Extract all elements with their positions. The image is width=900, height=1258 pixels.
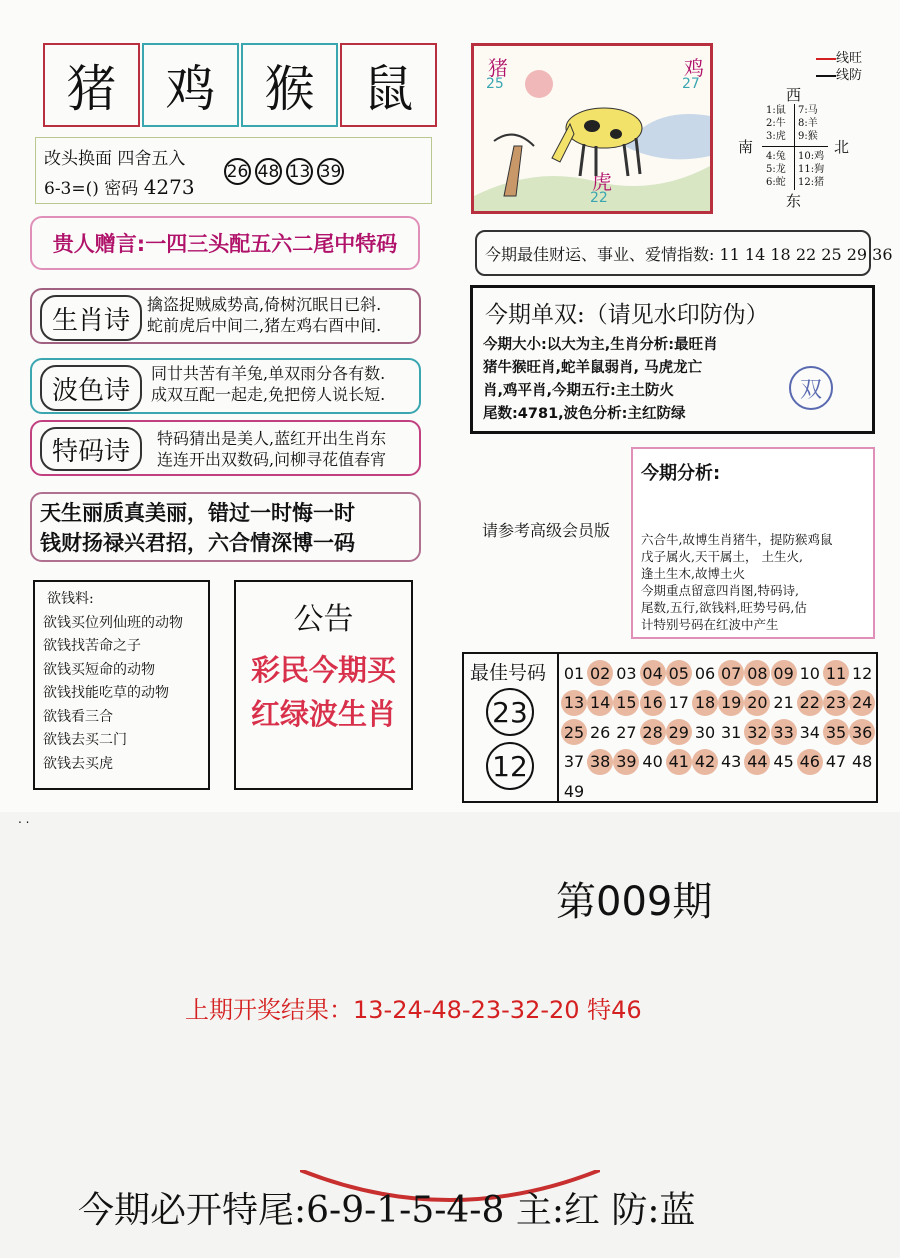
pic-label: 鸡 [684, 56, 704, 80]
number-cell: 42 [692, 749, 718, 775]
compass-item: 4:兔 [766, 151, 786, 162]
number-cell: 30 [694, 722, 716, 742]
poem-text-3 [157, 428, 386, 470]
compass-item: 11:狗 [798, 164, 825, 175]
legend-black-label: 线防 [836, 68, 863, 83]
couplet-line: 天生丽质真美丽，错过一时悔一时 [40, 501, 355, 525]
legend-red [816, 50, 862, 67]
number-cell: 10 [799, 663, 820, 683]
compass-item: 12:猪 [798, 177, 825, 188]
poem-title-2: 波色诗 [40, 365, 142, 411]
poem-line: 成双互配一起走,免把傍人说长短. [151, 385, 386, 404]
sd-title: 今期单双:（请见水印防伪） [485, 302, 769, 328]
sd-line: 猪牛猴旺肖,蛇羊鼠弱肖, 马虎龙亡 [483, 360, 703, 376]
number-cell: 07 [718, 660, 744, 686]
pic-label: 虎 [592, 170, 612, 194]
number-cell: 20 [744, 690, 770, 716]
poem-text-2 [151, 363, 385, 405]
number-cell: 40 [642, 752, 663, 771]
legend [816, 50, 862, 84]
zodiac-box-2 [142, 43, 239, 127]
code-ball: 26 [224, 158, 251, 185]
couplet [30, 492, 421, 562]
number-cell: 02 [587, 660, 613, 686]
number-grid [557, 654, 878, 801]
number-cell: 22 [797, 690, 823, 716]
compass-item: 7:马 [798, 105, 818, 116]
sd-line: 今期大小:以大为主,生肖分析:最旺肖 [483, 337, 718, 353]
analysis-line: 逢土生木,故博土火 [641, 566, 745, 581]
legend-black [816, 67, 862, 84]
compass-v-line [794, 104, 795, 190]
number-cell: 36 [849, 719, 875, 745]
compass-item: 3:虎 [766, 131, 786, 142]
code-ball: 13 [286, 158, 313, 185]
number-cell: 33 [771, 719, 797, 745]
code-ball: 39 [317, 158, 344, 185]
period-title: 第009期 [556, 879, 713, 925]
bottom-tail: 今期必开特尾:6-9-1-5-4-8 主:红 防:蓝 [78, 1190, 696, 1231]
zodiac-box-3 [241, 43, 338, 127]
compass-north: 北 [834, 138, 850, 156]
number-cell: 17 [668, 693, 689, 712]
code-line-2 [44, 174, 195, 199]
single-double-box [470, 285, 875, 434]
number-cell: 13 [561, 690, 587, 716]
number-cell: 21 [773, 693, 794, 712]
money-item: 欲钱去买二门 [43, 732, 127, 748]
money-item: 欲钱买短命的动物 [43, 661, 155, 678]
number-cell: 37 [563, 752, 585, 771]
legend-red-label: 线旺 [836, 51, 863, 66]
pic-label: 猪 [488, 56, 508, 80]
dots: . . [18, 812, 30, 826]
money-item: 欲钱找能吃草的动物 [43, 685, 169, 701]
analysis-lines [641, 531, 832, 633]
code-box [35, 137, 432, 204]
sd-lines [483, 334, 718, 426]
number-cell: 23 [823, 690, 849, 716]
compass-west: 西 [786, 86, 802, 104]
compass-item: 9:猴 [798, 131, 818, 142]
code-value: 4273 [143, 175, 195, 199]
pic-number: 27 [682, 76, 700, 92]
compass-item: 6:蛇 [766, 177, 786, 188]
number-cell: 27 [616, 722, 637, 742]
analysis-line: 六合牛,故博生肖猪牛，提防猴鸡鼠 [641, 532, 833, 547]
poem-line: 连连开出双数码,问柳寻花值春宵 [157, 450, 387, 469]
compass-bl [766, 150, 786, 189]
member-note: 请参考高级会员版 [482, 521, 611, 540]
number-cell: 28 [640, 719, 666, 745]
pic-number: 25 [486, 76, 504, 92]
sd-line: 肖,鸡平肖,今期五行:主土防火 [483, 383, 674, 399]
zodiac-box-1 [43, 43, 140, 127]
code-balls [224, 158, 348, 185]
code-line-1: 改头换面 四舍五入 [44, 149, 186, 169]
compass-br [798, 150, 824, 189]
compass-item: 10:鸡 [798, 151, 825, 162]
sd-line: 尾数:4781,波色分析:主红防绿 [483, 406, 686, 422]
stamp: 双 [789, 366, 833, 410]
number-cell: 48 [852, 752, 873, 771]
code-ball: 48 [255, 158, 282, 185]
poem-line: 擒盗捉贼威势高,倚树沉眠日已斜. [147, 295, 382, 314]
zodiac-char: 猪 [66, 60, 117, 118]
compass-tl [766, 104, 786, 143]
money-item: 欲钱去买虎 [43, 755, 113, 772]
poem-title-3: 特码诗 [40, 427, 142, 471]
compass-item: 5:龙 [766, 164, 786, 175]
number-cell: 12 [852, 663, 873, 683]
compass-tr [798, 104, 818, 143]
fortune-box: 今期最佳财运、事业、爱情指数: 11 14 18 22 25 29 36 [475, 230, 871, 276]
number-cell: 46 [797, 749, 823, 775]
money-title: 欲钱料: [47, 591, 94, 607]
compass-item: 8:羊 [798, 118, 818, 129]
best-number: 12 [486, 742, 534, 790]
analysis-title: 今期分析: [641, 463, 721, 484]
number-cell: 01 [563, 663, 585, 683]
number-cell: 41 [666, 749, 692, 775]
number-cell: 04 [640, 660, 666, 686]
analysis-line: 计特别号码在红波中产生 [641, 617, 779, 632]
zodiac-box-4 [340, 43, 437, 127]
code-label: 6-3=() 密码 [44, 179, 139, 199]
couplet-line: 钱财扬禄兴君招，六合情深博一码 [40, 531, 355, 555]
number-cell: 47 [825, 752, 847, 771]
banner: 贵人赠言:一四三头配五六二尾中特码 [30, 216, 420, 270]
compass-item: 1:鼠 [766, 105, 786, 116]
zodiac-char: 猴 [264, 60, 315, 118]
number-cell: 43 [721, 752, 742, 771]
analysis-box [631, 447, 875, 639]
number-cell: 19 [718, 690, 744, 716]
zodiac-char: 鼠 [363, 60, 414, 118]
compass-item: 2:牛 [766, 118, 786, 129]
last-result: 上期开奖结果：13-24-48-23-32-20 特46 [185, 996, 642, 1024]
poem-title-1: 生肖诗 [40, 295, 142, 341]
pic-number: 22 [590, 190, 608, 206]
number-cell: 06 [694, 663, 716, 683]
number-cell: 31 [721, 722, 742, 742]
notice-box [234, 580, 413, 790]
number-cell: 03 [616, 663, 637, 683]
number-cell: 35 [823, 719, 849, 745]
number-cell: 25 [561, 719, 587, 745]
best-title: 最佳号码 [470, 662, 547, 684]
number-cell: 34 [799, 722, 820, 742]
number-cell: 38 [587, 749, 613, 775]
number-cell: 14 [587, 690, 613, 716]
number-cell: 24 [849, 690, 875, 716]
analysis-line: 尾数,五行,欲钱料,旺势号码,估 [641, 600, 807, 615]
number-cell: 45 [773, 752, 794, 771]
number-cell: 26 [590, 722, 611, 742]
notice-text [236, 648, 411, 736]
number-cell: 32 [744, 719, 770, 745]
zodiac-picture [471, 43, 713, 214]
number-cell: 29 [666, 719, 692, 745]
money-item: 欲钱看三合 [43, 708, 113, 725]
number-cell: 49 [563, 781, 585, 801]
poem-line: 同廿共苦有羊兔,单双雨分各有数. [151, 364, 386, 383]
analysis-line: 今期重点留意四肖图,特码诗, [641, 583, 799, 598]
money-item: 欲钱找苦命之子 [43, 638, 141, 654]
number-cell: 44 [744, 749, 770, 775]
poem-line: 特码猜出是美人,蓝红开出生肖东 [157, 429, 387, 448]
compass-east: 东 [786, 192, 802, 210]
money-box [33, 580, 210, 790]
number-cell: 09 [771, 660, 797, 686]
number-cell: 11 [823, 660, 849, 686]
compass [730, 84, 860, 214]
poem-line: 蛇前虎后中间二,猪左鸡右酉中间. [147, 316, 382, 335]
money-item: 欲钱买位列仙班的动物 [43, 614, 183, 631]
notice-line: 彩民今期买 [250, 653, 396, 687]
zodiac-char: 鸡 [165, 60, 216, 118]
compass-south: 南 [738, 138, 754, 156]
poem-text-1 [147, 294, 381, 336]
number-cell: 18 [692, 690, 718, 716]
number-cell: 15 [613, 690, 639, 716]
notice-line: 红绿波生肖 [250, 697, 396, 731]
number-cell: 08 [744, 660, 770, 686]
number-cell: 05 [666, 660, 692, 686]
notice-title: 公告 [293, 602, 354, 637]
number-cell: 39 [613, 749, 639, 775]
best-number: 23 [486, 688, 534, 736]
number-cell: 16 [640, 690, 666, 716]
compass-h-line [762, 146, 828, 147]
analysis-line: 戊子属火,天干属土， 土生火, [641, 549, 803, 564]
